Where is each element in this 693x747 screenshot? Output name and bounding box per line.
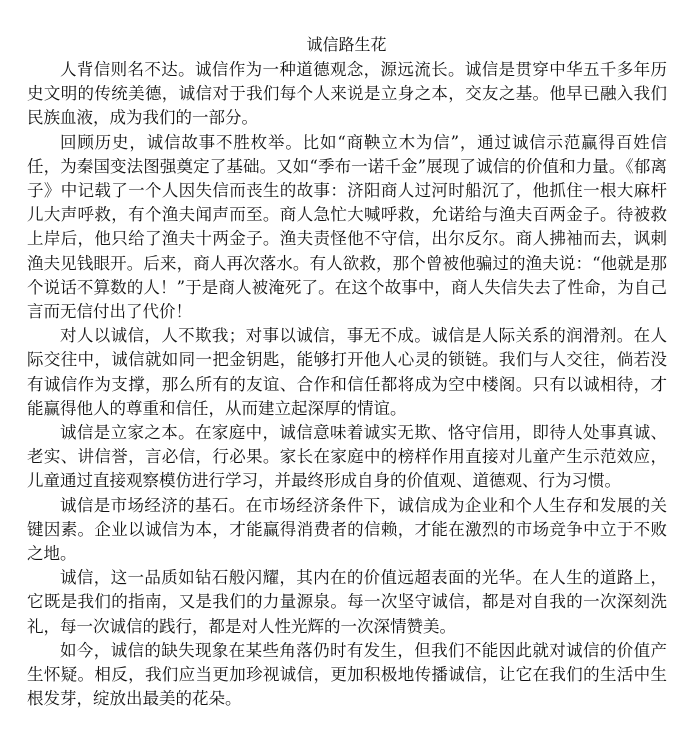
- paragraph: 诚信是立家之本。在家庭中，诚信意味着诚实无欺、恪守信用，即待人处事真诚、老实、讲信誉，言必信，行必果。家长在家庭中的榜样作用直接对儿童产生示范效应，儿童通过直接观察模仿进行学习，并最终形成自身的价值观、道德观、行为习惯。: [27, 423, 667, 491]
- essay-body: [27, 58, 667, 711]
- paragraph: 人背信则名不达。诚信作为一种道德观念，源远流长。诚信是贯穿中华五千多年历史文明的传统美德，诚信对于我们每个人来说是立身之本，交友之基。他早已融入我们民族血液，成为我们的一部分。: [27, 60, 667, 128]
- paragraph: 如今，诚信的缺失现象在某些角落仍时有发生，但我们不能因此就对诚信的价值产生怀疑。相反，我们应当更加珍视诚信，更加积极地传播诚信，让它在我们的生活中生根发芽，绽放出最美的花朵。: [27, 640, 667, 709]
- paragraph: 对人以诚信，人不欺我；对事以诚信，事无不成。诚信是人际关系的润滑剂。在人际交往中，诚信就如同一把金钥匙，能够打开他人心灵的锁链。我们与人交往，倘若没有诚信作为支撑，那么所有的友谊、合作和信任都将成为空中楼阁。只有以诚相待，才能赢得他人的尊重和信任，从而建立起深厚的情谊。: [27, 326, 667, 418]
- paragraph: 回顾历史，诚信故事不胜枚举。比如“商鞅立木为信”，通过诚信示范赢得百姓信任，为秦国变法图强奠定了基础。又如“季布一诺千金”展现了诚信的价值和力量。《郁离子》中记载了一个人因失信而丧生的故事：济阳商人过河时船沉了，他抓住一根大麻杆儿大声呼救，有个渔夫闻声而至。商人急忙大喊呼救，允诺给与渔夫百两金子。待被救上岸后，他只给了渔夫十两金子。渔夫责怪他不守信，出尔反尔。商人拂袖而去，讽刺渔夫见钱眼开。后来，商人再次落水。有人欲救，那个曾被他骗过的渔夫说：“他就是那个说话不算数的人！”于是商人被淹死了。在这个故事中，商人失信失去了性命，为自己言而无信付出了代价！: [27, 132, 667, 322]
- paragraph: 诚信是市场经济的基石。在市场经济条件下，诚信成为企业和个人生存和发展的关键因素。企业以诚信为本，才能赢得消费者的信赖，才能在激烈的市场竞争中立于不败之地。: [27, 495, 667, 564]
- paragraph: 诚信，这一品质如钻石般闪耀，其内在的价值远超表面的光华。在人生的道路上，它既是我们的指南，又是我们的力量源泉。每一次坚守诚信，都是对自我的一次深刻洗礼，每一次诚信的践行，都是对人性光辉的一次深情赞美。: [27, 568, 667, 636]
- essay-title: 诚信路生花: [306, 35, 387, 54]
